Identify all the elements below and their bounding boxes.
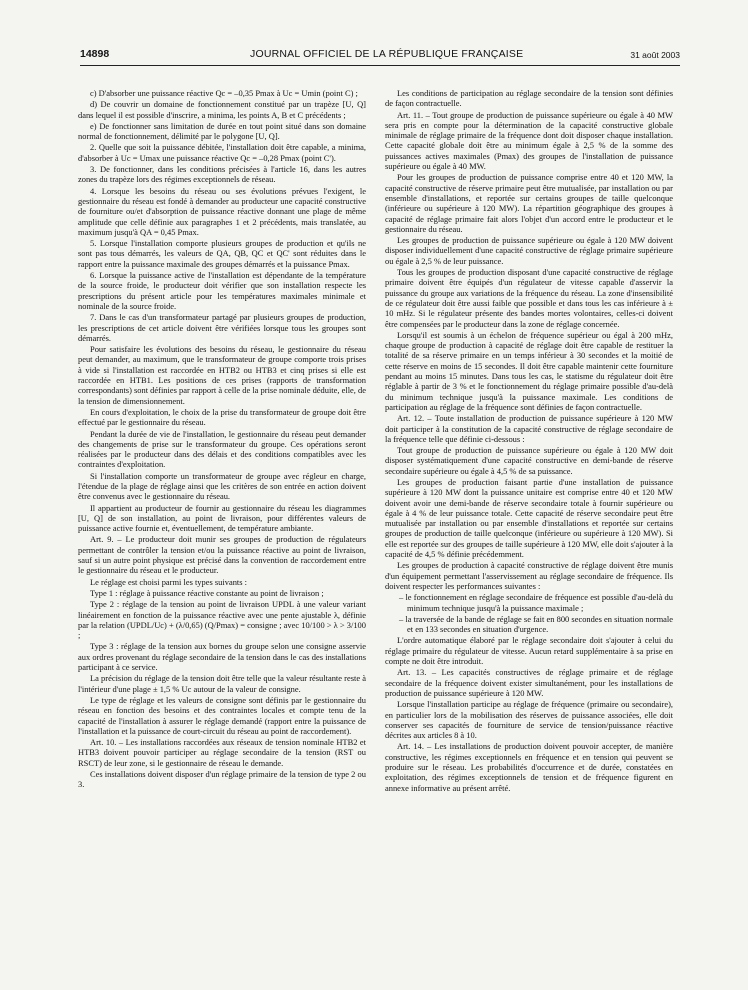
- paragraph: L'ordre automatique élaboré par le réglage secondaire doit s'ajouter à celui du réglage primaire du régulateur de vitesse. Aucun retard supplémentaire à sa prise en compte ne doit être introduit.: [385, 635, 673, 667]
- paragraph: 3. De fonctionner, dans les conditions précisées à l'article 16, dans les autres zones du trapèze lors des régimes exceptionnels de réseau.: [78, 164, 366, 185]
- paragraph: Tout groupe de production de puissance supérieure ou égale à 120 MW doit disposer systématiquement d'une capacité constructive en demi-bande de réserve secondaire supérieure ou égale à 4,5 % de sa puissance.: [385, 445, 673, 476]
- paragraph: La précision du réglage de la tension doit être telle que la valeur résultante reste à l'intérieur d'une plage ± 1,5 % Uc autour de la valeur de consigne.: [78, 673, 366, 694]
- paragraph: 6. Lorsque la puissance active de l'installation est dépendante de la température de la source froide, le producteur doit vérifier que son installation respecte les prescriptions du présent article pour les températures maximales minimale et nominale de la source froide.: [78, 270, 366, 311]
- issue-date: 31 août 2003: [630, 50, 680, 60]
- paragraph: Ces installations doivent disposer d'un réglage primaire de la tension de type 2 ou 3.: [78, 769, 366, 790]
- paragraph: Les groupes de production de puissance supérieure ou égale à 120 MW doivent disposer individuellement d'une capacité constructive de réglage primaire supérieure ou égale à 2,5 % de leur puissance.: [385, 235, 673, 266]
- paragraph: Art. 12. – Toute installation de production de puissance supérieure à 120 MW doit participer à la constitution de la capacité constructive de réglage secondaire de la fréquence telle que définie ci-dessous :: [385, 413, 673, 444]
- paragraph: 7. Dans le cas d'un transformateur partagé par plusieurs groupes de production, les prescriptions de cet article doivent être vérifiées lorsque tous les groupes sont démarrés.: [78, 312, 366, 343]
- paragraph: – la traversée de la bande de réglage se fait en 800 secondes en situation normale et en 133 secondes en situation d'urgence.: [399, 613, 673, 635]
- paragraph: Lorsqu'il est soumis à un échelon de fréquence supérieur ou égal à 200 mHz, chaque groupe de production à capacité de réglage doit être capable de restituer la totalité de sa réserve primaire en un temps inférieur à 30 secondes et la moitié de cette réserve en moins de 15 secondes. Il doit être capable maintenir cette fourniture pendant au moins 15 minutes. Dans tous les cas, le statisme du régulateur doit être réglable à partir de 3 % et le fonctionnement du réglage primaire possible d'au-delà du minimum technique jusqu'à la puissance maximale. Les conditions de participation au réglage de la fréquence sont définies de façon contractuelle.: [385, 329, 673, 412]
- page-number: 14898: [80, 48, 110, 60]
- paragraph: En cours d'exploitation, le choix de la prise du transformateur de groupe doit être effectué par le gestionnaire du réseau.: [78, 406, 366, 428]
- paragraph: Le type de réglage et les valeurs de consigne sont définis par le gestionnaire du réseau en fonction des besoins et des contraintes locales et compte tenu de la capacité de l'installation à assurer le réglage demandé (rapport entre la puissance de l'installation et la puissance de court-circuit du réseau au point de raccordement).: [78, 694, 366, 736]
- paragraph: Art. 13. – Les capacités constructives de réglage primaire et de réglage secondaire de la fréquence doivent exister simultanément, pour les installations de production de puissance supérieure à 120 MW.: [385, 667, 673, 698]
- paragraph: Type 2 : réglage de la tension au point de livraison UPDL à une valeur variant linéairement en fonction de la puissance réactive avec une pente ajustable λ, définie par la relation (UPDL/Uc) + (λ/0,65) (Q/Pmax) = consigne ; avec 10/100 > λ > 3/100 ;: [78, 599, 366, 641]
- paragraph: Si l'installation comporte un transformateur de groupe avec régleur en charge, l'étendue de la plage de réglage ainsi que les critères de son entrée en action doivent être convenus avec le gestionnaire du réseau.: [78, 470, 366, 502]
- paragraph: d) De couvrir un domaine de fonctionnement constitué par un trapèze [U, Q] dans lequel il est possible d'inscrire, a minima, les points A, B et C précédents ;: [78, 99, 366, 120]
- page-header: [80, 40, 680, 66]
- paragraph: Art. 10. – Les installations raccordées aux réseaux de tension nominale HTB2 et HTB3 doivent pouvoir participer au réglage secondaire de la tension (RST ou RSCT) de leur zone, si le gestionnaire de réseau le demande.: [78, 737, 366, 768]
- paragraph: Pour les groupes de production de puissance comprise entre 40 et 120 MW, la capacité constructive de réserve primaire peut être mutualisée, par installation ou par ensemble d'installations, et reportée sur certains groupes de taille quelconque (inférieure ou supérieure à 120 MW). La répartition géographique des groupes à capacité de réglage primaire fait alors l'objet d'un accord entre le producteur et le gestionnaire du réseau.: [385, 172, 673, 234]
- journal-title: JOURNAL OFFICIEL DE LA RÉPUBLIQUE FRANÇAISE: [250, 48, 524, 60]
- paragraph: Art. 11. – Tout groupe de production de puissance supérieure ou égale à 40 MW sera pris en compte pour la détermination de la capacité constructive globale minimale de réglage primaire de la fréquence dont doit disposer chaque installation. Cette capacité globale doit être au minimum égale à 2,5 % de la somme des puissances actives maximales (Pmax) des groupes de l'installation de puissance supérieure ou égale à 40 MW.: [385, 109, 673, 172]
- paragraph: 4. Lorsque les besoins du réseau ou ses évolutions prévues l'exigent, le gestionnaire du réseau est fondé à demander au producteur une capacité constructive de fourniture ou/et d'absorption de puissance réactive donnant une plage de même amplitude que celle définie aux paragraphes 1 et 2 précédents, mais translatée, au maximum jusqu'à QA = 0,45 Pmax.: [78, 185, 366, 237]
- left-column: [78, 88, 366, 978]
- paragraph: Il appartient au producteur de fournir au gestionnaire du réseau les diagrammes [U, Q] de son installation, au point de livraison, pour différentes valeurs de puissance active fournie et, éventuellement, de température ambiante.: [78, 502, 366, 534]
- paragraph: Type 1 : réglage à puissance réactive constante au point de livraison ;: [90, 587, 324, 598]
- paragraph: 2. Quelle que soit la puissance débitée, l'installation doit être capable, a minima, d'absorber à Uc = Umax une puissance réactive Qc = –0,28 Pmax (point C').: [78, 142, 366, 163]
- paragraph: Tous les groupes de production disposant d'une capacité constructive de réglage primaire doivent être équipés d'un régulateur de vitesse capable d'asservir la puissance du groupe aux variations de la fréquence du réseau. La zone d'insensibilité de ce régulateur doit être aussi faible que possible et dans tous les cas inférieure à ± 10 mHz. Si le régulateur présente des bandes mortes volontaires, celles-ci doivent être compensées par le producteur dans la zone de réglage concernée.: [385, 267, 673, 329]
- paragraph: c) D'absorber une puissance réactive Qc = –0,35 Pmax à Uc = Umin (point C) ;: [90, 88, 358, 98]
- paragraph: – le fonctionnement en réglage secondaire de fréquence est possible d'au-delà du minimum technique jusqu'à la puissance maximale ;: [399, 592, 673, 613]
- paragraph: 5. Lorsque l'installation comporte plusieurs groupes de production et qu'ils ne sont pas tous démarrés, les valeurs de QA, QB, QC et QC' sont réduites dans le rapport entre la puissance maximale des groupes démarrés et la puissance Pmax.: [78, 238, 366, 269]
- paragraph: Les groupes de production à capacité constructive de réglage doivent être munis d'un équipement permettant l'asservissement au réglage secondaire de fréquence. Ils doivent respecter les performances suivantes :: [385, 560, 673, 591]
- paragraph: Pendant la durée de vie de l'installation, le gestionnaire du réseau peut demander des changements de prise sur le transformateur du groupe. Ces opérations seront réalisées par le producteur dans des délais et des conditions compatibles avec les contraintes d'exploitation.: [78, 428, 366, 470]
- paragraph: Lorsque l'installation participe au réglage de fréquence (primaire ou secondaire), en particulier lors de la mobilisation des réserves de puissance associées, elle doit conserver ses capacités de fourniture de service de tension/puissance réactive décrites aux articles 8 à 10.: [385, 699, 673, 741]
- paragraph: Type 3 : réglage de la tension aux bornes du groupe selon une consigne asservie aux ordres provenant du réglage secondaire de la tension dans le cas des installations participant à ce service.: [78, 641, 366, 673]
- paragraph: Pour satisfaire les évolutions des besoins du réseau, le gestionnaire du réseau peut demander, au maximum, que le transformateur de groupe comporte trois prises à vide si l'installation est raccordée en HTB2 ou HTB3 et cinq prises si elle est raccordée en HTB1. Les positions de ces prises (rapports de transformation correspondants) sont définies par rapport à celle de la prise nominale déduite, elle, de la tension de dimensionnement.: [78, 344, 366, 406]
- right-column: [385, 88, 673, 978]
- paragraph: Les conditions de participation au réglage secondaire de la tension sont définies de façon contractuelle.: [385, 88, 673, 109]
- paragraph: e) De fonctionner sans limitation de durée en tout point situé dans son domaine normal de fonctionnement, délimité par le polygone [U, Q].: [78, 120, 366, 142]
- paragraph: Les groupes de production faisant partie d'une installation de puissance supérieure à 120 MW dont la puissance unitaire est comprise entre 40 et 120 MW doivent avoir une demi-bande de réserve secondaire totale à fournir supérieure ou égale à 4 % de leur puissance totale. Cette capacité de réserve secondaire peut être mutualisée par installation ou par ensemble d'installations et reportée sur certains groupes de production de taille quelconque (inférieure ou supérieure à 120 MW). Si elle est reportée sur des groupes de taille supérieure à 120 MW, elle doit s'ajouter à la capacité de 4,5 % définie précédemment.: [385, 476, 673, 560]
- paragraph: Le réglage est choisi parmi les types suivants :: [90, 576, 247, 587]
- paragraph: Art. 14. – Les installations de production doivent pouvoir accepter, de manière constructive, les régimes exceptionnels en fréquence et en tension qui peuvent se produire sur le réseau. Les probabilités d'occurrence et de durée, constatées en exploitation, des régimes exceptionnels de tension et de fréquence figurent en annexe informative au présent arrêté.: [385, 741, 673, 793]
- paragraph: Art. 9. – Le producteur doit munir ses groupes de production de régulateurs permettant de contrôler la tension et/ou la puissance réactive au point de livraison, sauf si un autre point physique est précisé dans la convention de raccordement entre le gestionnaire du réseau et le producteur.: [78, 534, 366, 576]
